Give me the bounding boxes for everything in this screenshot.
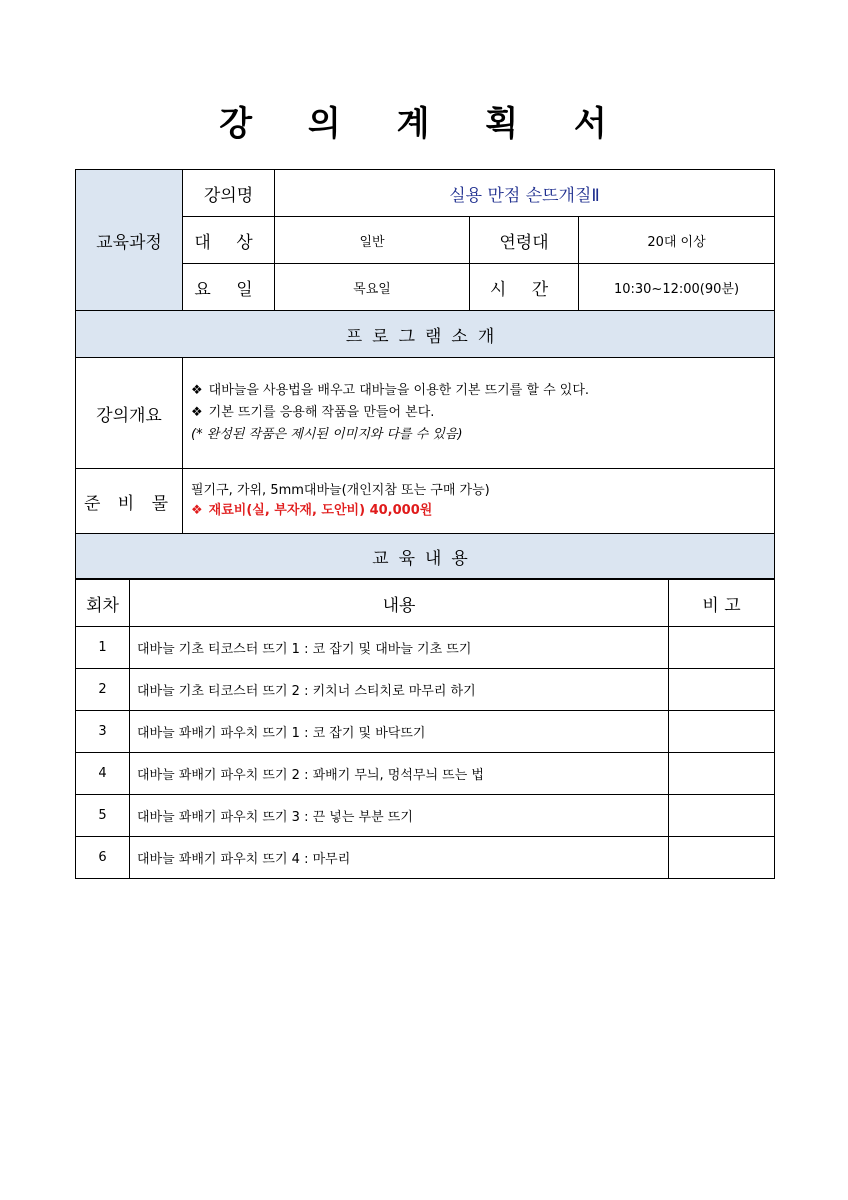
overview-content [183,358,775,469]
table-row [76,627,775,669]
session-remarks [669,753,775,795]
session-number: 5 [76,795,130,837]
age-value: 20대 이상 [579,217,775,264]
prep-fee: ❖ 재료비(실, 부자재, 도안비) 40,000원 [191,503,433,518]
session-content: 대바늘 기초 티코스터 뜨기 2 : 키치너 스티치로 마무리 하기 [130,669,669,711]
table-row [76,711,775,753]
schedule-table [75,579,775,879]
time-label: 시 간 [470,264,579,311]
target-label: 대 상 [183,217,275,264]
overview-item: ❖ 대바늘을 사용법을 배우고 대바늘을 이용한 기본 뜨기를 할 수 있다. [191,383,590,398]
overview-note: (* 완성된 작품은 제시된 이미지와 다를 수 있음) [191,427,463,442]
session-remarks [669,711,775,753]
table-row [76,669,775,711]
overview-label: 강의개요 [76,358,183,469]
header-remarks: 비 고 [669,580,775,627]
day-value: 목요일 [275,264,470,311]
program-section-title: 프로그램소개 [76,311,775,358]
session-content: 대바늘 꽈배기 파우치 뜨기 1 : 코 잡기 및 바닥뜨기 [130,711,669,753]
prep-content [183,469,775,534]
target-value: 일반 [275,217,470,264]
session-number: 4 [76,753,130,795]
prep-label: 준 비 물 [76,469,183,534]
age-label: 연령대 [470,217,579,264]
overview-item: ❖ 기본 뜨기를 응용해 작품을 만들어 본다. [191,405,435,420]
session-remarks [669,627,775,669]
prep-line: 필기구, 가위, 5mm대바늘(개인지참 또는 구매 가능) [191,483,490,498]
session-content: 대바늘 꽈배기 파우치 뜨기 3 : 끈 넣는 부분 뜨기 [130,795,669,837]
session-number: 3 [76,711,130,753]
table-row [76,795,775,837]
header-content: 내용 [130,580,669,627]
session-remarks [669,837,775,879]
session-content: 대바늘 꽈배기 파우치 뜨기 2 : 꽈배기 무늬, 멍석무늬 뜨는 법 [130,753,669,795]
session-number: 1 [76,627,130,669]
content-section-title: 교육내용 [76,534,775,579]
session-remarks [669,795,775,837]
diamond-bullet-icon: ❖ [191,405,203,420]
course-name-value: 실용 만점 손뜨개질Ⅱ [275,170,775,217]
diamond-bullet-icon: ❖ [191,383,203,398]
session-number: 2 [76,669,130,711]
course-group-label: 교육과정 [76,170,183,311]
course-info-table [75,169,775,579]
header-session: 회차 [76,580,130,627]
time-value: 10:30~12:00(90분) [579,264,775,311]
table-row [76,753,775,795]
diamond-bullet-icon: ❖ [191,503,203,518]
page-title: 강 의 계 획 서 [219,104,629,144]
session-content: 대바늘 꽈배기 파우치 뜨기 4 : 마무리 [130,837,669,879]
course-name-label: 강의명 [183,170,275,217]
table-row [76,837,775,879]
day-label: 요 일 [183,264,275,311]
session-number: 6 [76,837,130,879]
session-remarks [669,669,775,711]
session-content: 대바늘 기초 티코스터 뜨기 1 : 코 잡기 및 대바늘 기초 뜨기 [130,627,669,669]
